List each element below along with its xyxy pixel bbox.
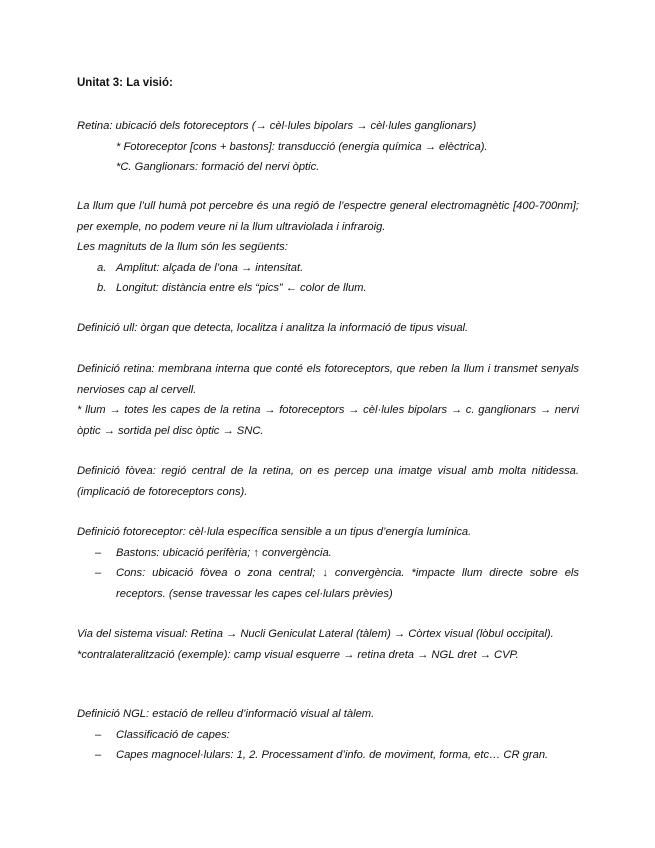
ngl-definition-text: Definició NGL: estació de relleu d’informació visual al tàlem.	[77, 708, 375, 720]
list-item-text: Capes magnocel·lulars: 1, 2. Processament d’info. de moviment, forma, etc… CR gran.	[116, 749, 549, 761]
list-item	[77, 563, 579, 604]
contralateral-note: *contralateralització (exemple): camp visual esquerre → retina dreta → NGL dret → CVP.	[77, 648, 519, 661]
list-marker: –	[95, 749, 102, 761]
list-marker: b.	[97, 282, 107, 294]
light-paragraph: La llum que l’ull humà pot percebre és una regió de l’espectre general electromagnètic [400-700nm]; per exemple, no podem veure ni la llum ultraviolada i infraroig.	[77, 200, 579, 233]
list-item-text: Cons: ubicació fòvea o zona central; ↓ convergència. *impacte llum directe sobre els receptors. (sense travessar les capes cel·lulars prèvies)	[116, 567, 579, 600]
visual-pathway-text: Via del sistema visual: Retina → Nucli Geniculat Lateral (tàlem) → Còrtex visual (lòbul occipital).	[77, 628, 554, 640]
fovea-definition-text: Definició fòvea: regió central de la retina, on es percep una imatge visual amb molta nitidessa. (implicació de fotoreceptors cons).	[77, 465, 579, 498]
list-item	[77, 725, 579, 746]
list-item	[77, 543, 579, 564]
retina-definition	[77, 359, 579, 441]
unit-title: Unitat 3: La visió:	[77, 77, 173, 89]
retina-sub-ganglion: *C. Ganglionars: formació del nervi òptic.	[116, 161, 320, 173]
list-item-text: Classificació de capes:	[116, 728, 230, 741]
list-marker: –	[95, 728, 102, 741]
light-section	[77, 196, 579, 299]
retina-pathway-note: * llum → totes les capes de la retina → fotoreceptors → cèl·lules bipolars → c. ganglionars → nervi òptic → sortida pel disc òptic → SNC.	[77, 404, 579, 437]
retina-definition-text: Definició retina: membrana interna que conté els fotoreceptors, que reben la llum i transmet senyals nervioses cap al cervell.	[77, 363, 579, 396]
retina-line: Retina: ubicació dels fotoreceptors (→ cèl·lules bipolars → cèl·lules ganglionars)	[77, 120, 477, 132]
photoreceptor-definition-text: Definició fotoreceptor: cèl·lula específica sensible a un tipus d’energía lumínica.	[77, 526, 472, 538]
light-magnitudes-intro: Les magnituts de la llum són les següents:	[77, 241, 288, 253]
list-marker: –	[95, 567, 102, 579]
fovea-definition	[77, 461, 579, 502]
ngl-definition	[77, 704, 579, 766]
retina-sub-photoreceptor: * Fotoreceptor [cons + bastons]: transducció (energia química → elèctrica).	[116, 140, 488, 153]
list-marker: a.	[97, 261, 107, 274]
list-item-text: Longitut: distància entre els “pics” ← color de llum.	[116, 282, 367, 294]
eye-definition-text: Definició ull: òrgan que detecta, localitza i analitza la informació de tipus visual.	[77, 322, 469, 334]
list-item	[77, 745, 579, 766]
eye-definition	[77, 318, 579, 339]
list-marker: –	[95, 546, 102, 559]
list-item	[77, 278, 579, 299]
list-item-text: Amplitut: alçada de l’ona → intensitat.	[116, 261, 304, 274]
list-item-text: Bastons: ubicació perifèria; ↑ convergència.	[116, 546, 332, 559]
retina-section	[77, 116, 579, 178]
photoreceptor-definition	[77, 522, 579, 604]
list-item	[77, 258, 579, 279]
visual-pathway	[77, 624, 579, 665]
